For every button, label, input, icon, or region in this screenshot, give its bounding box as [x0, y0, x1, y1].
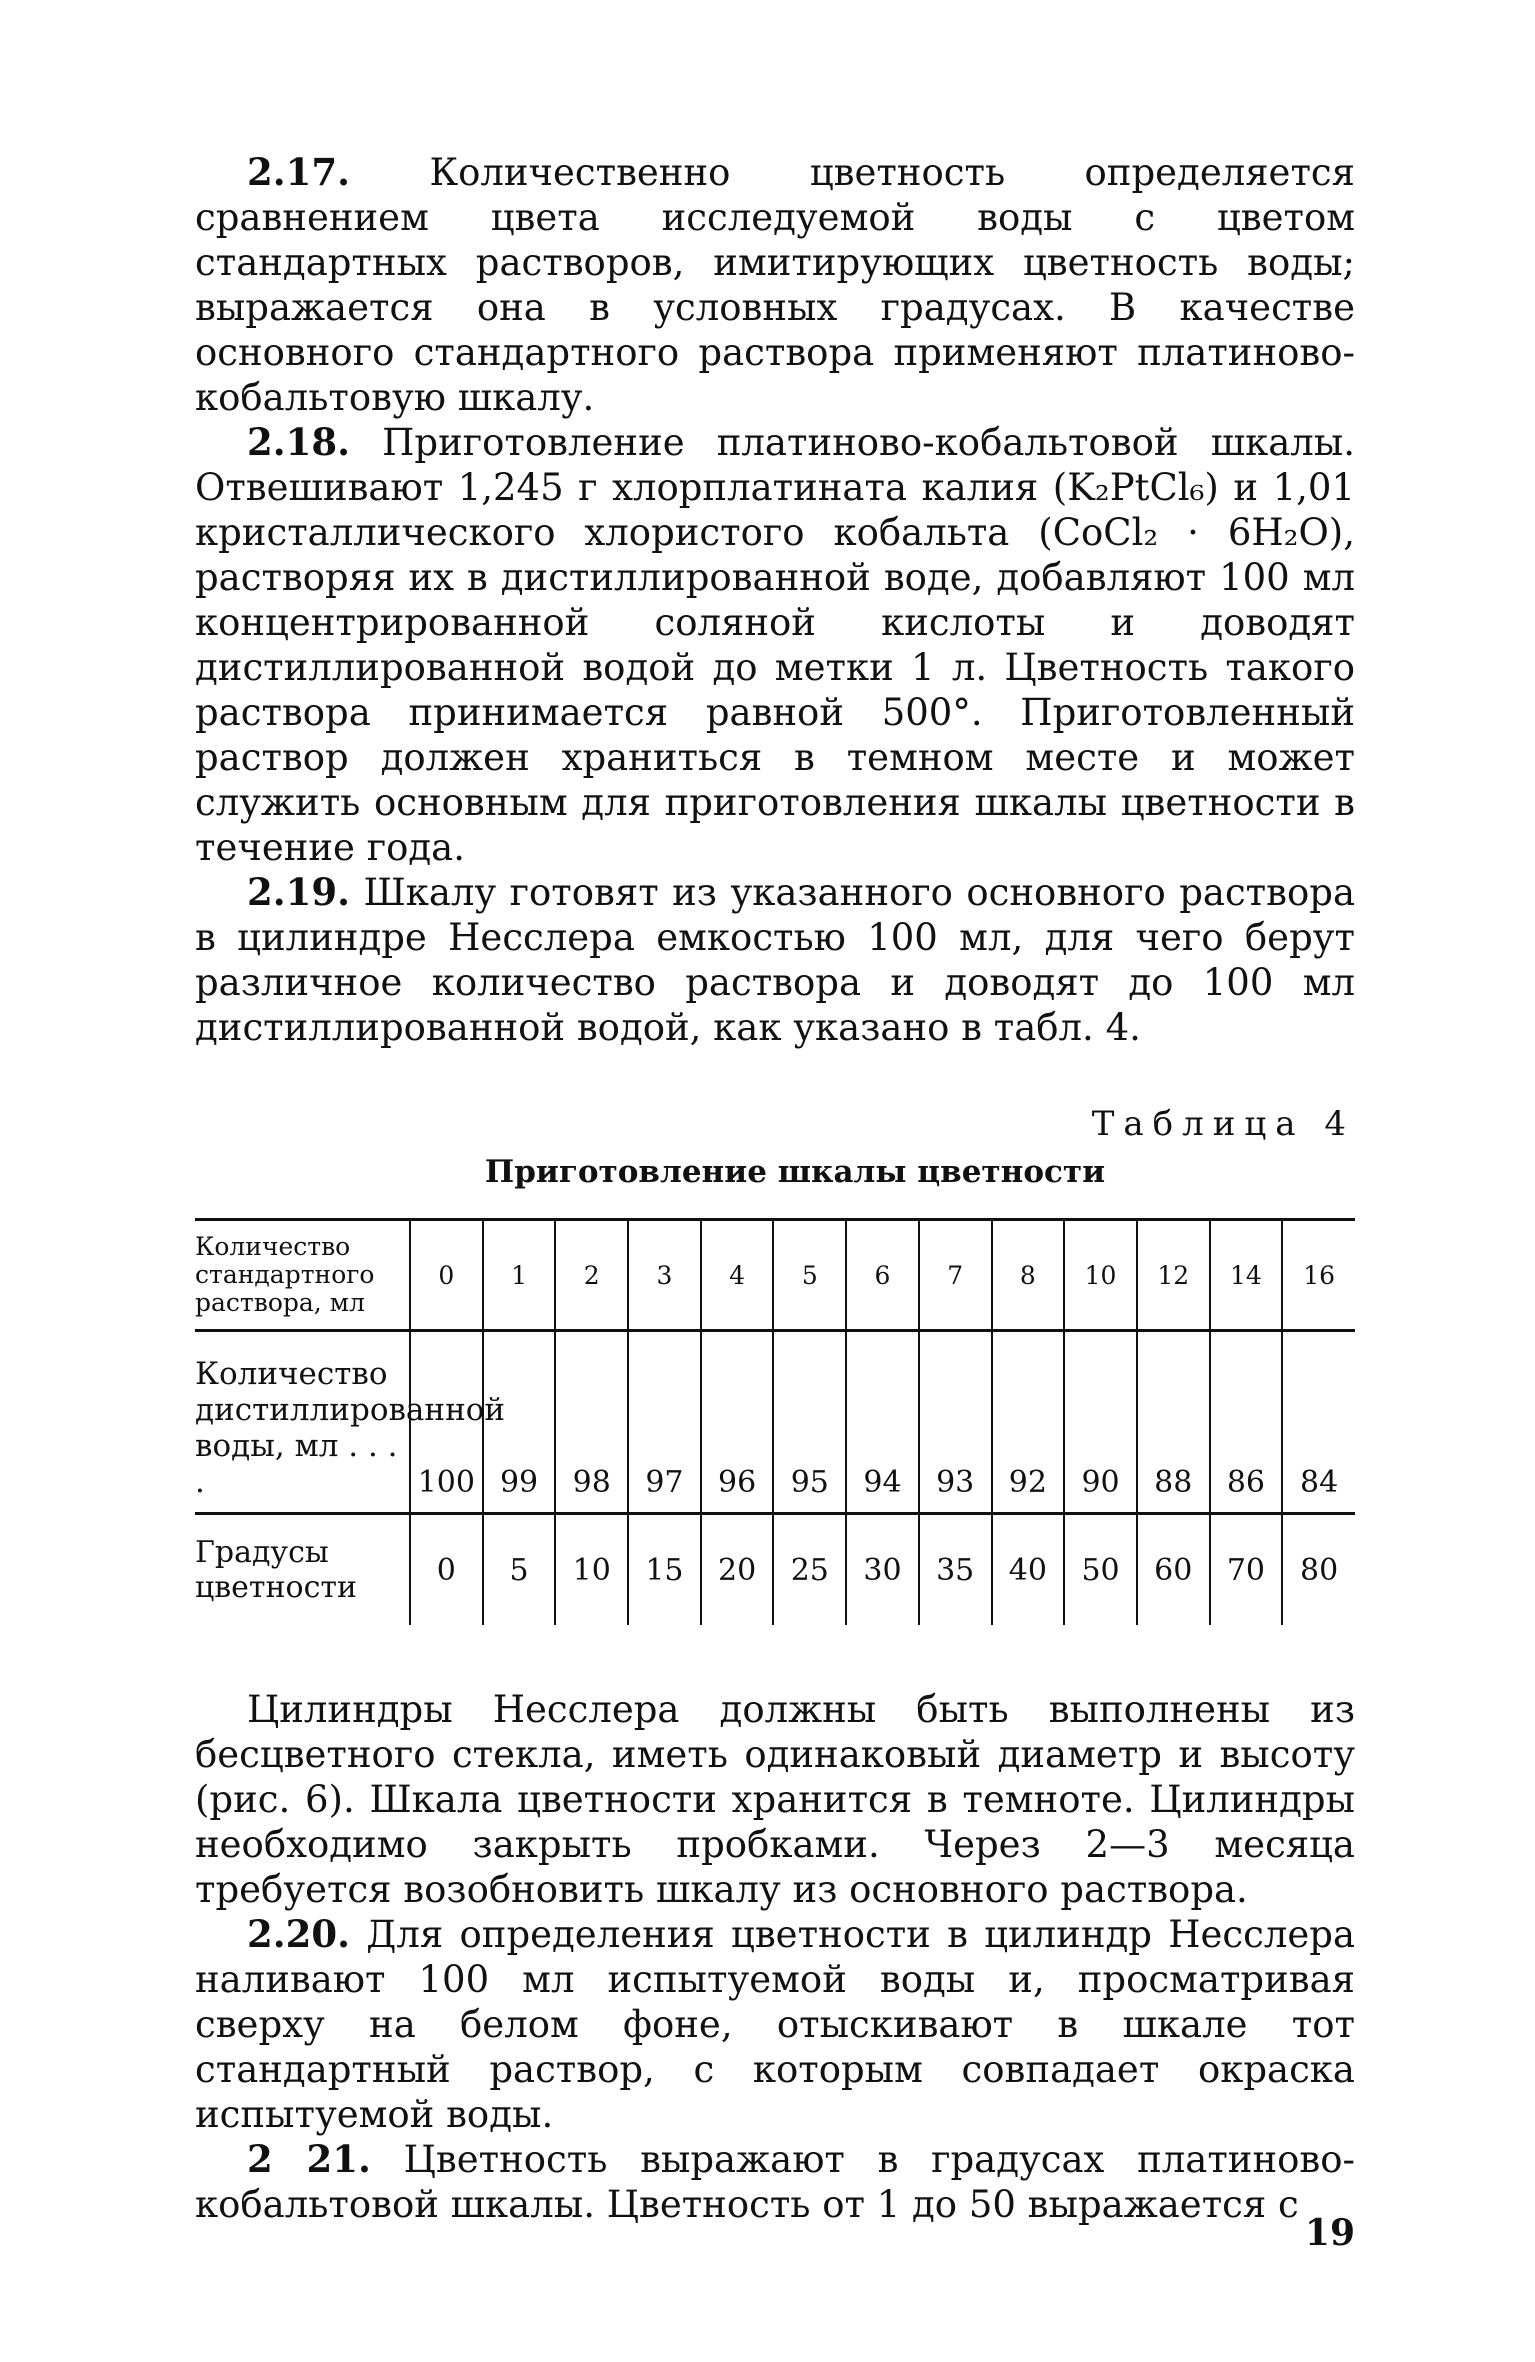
paragraph-2-18 — [195, 420, 1355, 870]
table-cell: 6 — [846, 1220, 919, 1331]
table-cell: 1 — [483, 1220, 556, 1331]
table-cell: 86 — [1210, 1331, 1283, 1514]
table-cell: 12 — [1137, 1220, 1210, 1331]
table-cell: 96 — [701, 1331, 774, 1514]
table-cell: 70 — [1210, 1514, 1283, 1626]
table-cell: 84 — [1282, 1331, 1355, 1514]
table-cell: 88 — [1137, 1331, 1210, 1514]
table-cell: 50 — [1064, 1514, 1137, 1626]
table-cell: 95 — [773, 1331, 846, 1514]
paragraph-number: 2 21. — [247, 2137, 371, 2181]
paragraph-2-20 — [195, 1912, 1355, 2137]
page-number: 19 — [1304, 2212, 1355, 2254]
table-cell: 10 — [1064, 1220, 1137, 1331]
paragraphs-top — [195, 150, 1355, 1050]
paragraph-number: 2.19. — [247, 870, 350, 914]
table-cell: 5 — [483, 1514, 556, 1626]
table-cell: 10 — [555, 1514, 628, 1626]
table-cell: 40 — [992, 1514, 1065, 1626]
table-cell: 35 — [919, 1514, 992, 1626]
paragraph-cylinders — [195, 1687, 1355, 1912]
paragraph-text: Приготовление платиново-кобальтовой шкалы. Отвешивают 1,245 г хлорплатината калия (K₂PtCl₆) и 1,01 кристаллического хлористого кобальта (CoCl₂ · 6H₂O), растворяя их в дистиллированной воде, добавляют 100 мл концентрированной соляной кислоты и доводят дистиллированной водой до метки 1 л. Цветность такого раствора принимается равной 500°. Приготовленный раствор должен храниться в темном месте и может служить основным для приготовления шкалы цветности в течение года. — [195, 421, 1355, 869]
paragraph-number: 2.18. — [247, 420, 350, 464]
table-cell: 3 — [628, 1220, 701, 1331]
color-scale-table — [195, 1218, 1355, 1625]
paragraph-number: 2.20. — [247, 1912, 350, 1956]
table-cell: 8 — [992, 1220, 1065, 1331]
table-cell: 20 — [701, 1514, 774, 1626]
table-cell: 5 — [773, 1220, 846, 1331]
table-cell: 0 — [410, 1514, 483, 1626]
table-cell: 0 — [410, 1220, 483, 1331]
table-cell: 25 — [773, 1514, 846, 1626]
paragraph-text: Для определения цветности в цилиндр Несслера наливают 100 мл испытуемой воды и, просматривая сверху на белом фоне, отыскивают в шкале тот стандартный раствор, с которым совпадает окраска испытуемой воды. — [195, 1913, 1356, 2136]
table-cell: 99 — [483, 1331, 556, 1514]
table-cell: 14 — [1210, 1220, 1283, 1331]
distilled-water-row — [195, 1331, 1355, 1514]
table-cell: 30 — [846, 1514, 919, 1626]
table-cell: 100 — [410, 1331, 483, 1514]
table-cell: 60 — [1137, 1514, 1210, 1626]
table-cell: 7 — [919, 1220, 992, 1331]
table-cell: 2 — [555, 1220, 628, 1331]
color-degrees-row — [195, 1514, 1355, 1626]
paragraph-number: 2.17. — [247, 150, 350, 194]
table-cell: 93 — [919, 1331, 992, 1514]
row-label: Количество дистиллированной воды, мл . . . . — [195, 1356, 506, 1500]
paragraph-2-21 — [195, 2137, 1355, 2227]
table-title: Приготовление шкалы цветности — [484, 1154, 1106, 1190]
paragraph-text: Цилиндры Несслера должны быть выполнены из бесцветного стекла, иметь одинаковый диаметр и высоту (рис. 6). Шкала цветности хранится в темноте. Цилиндры необходимо закрыть пробками. Через 2—3 месяца требуется возобновить шкалу из основного раствора. — [195, 1688, 1355, 1911]
paragraphs-bottom — [195, 1687, 1355, 2227]
table-cell: 98 — [555, 1331, 628, 1514]
table-cell: 4 — [701, 1220, 774, 1331]
row-label: Количество стандартного раствора, мл — [195, 1232, 375, 1317]
table-cell: 94 — [846, 1331, 919, 1514]
table-cell: 15 — [628, 1514, 701, 1626]
paragraph-text: Цветность выражают в градусах платиново-кобальтовой шкалы. Цветность от 1 до 50 выражается с — [195, 2138, 1356, 2226]
table-cell: 80 — [1282, 1514, 1355, 1626]
paragraph-2-17 — [195, 150, 1355, 420]
paragraph-2-19 — [195, 870, 1355, 1050]
table-cell: 92 — [992, 1331, 1065, 1514]
table-cell: 97 — [628, 1331, 701, 1514]
standard-solution-row — [195, 1220, 1355, 1331]
table-cell: 90 — [1064, 1331, 1137, 1514]
page-content — [195, 150, 1355, 2227]
table-caption: Таблица 4 — [1091, 1104, 1355, 1144]
table-cell: 16 — [1282, 1220, 1355, 1331]
row-label: Градусы цветности — [195, 1535, 357, 1605]
paragraph-text: Шкалу готовят из указанного основного раствора в цилиндре Несслера емкостью 100 мл, для чего берут различное количество раствора и доводят до 100 мл дистиллированной водой, как указано в табл. 4. — [195, 871, 1356, 1049]
paragraph-text: Количественно цветность определяется сравнением цвета исследуемой воды с цветом стандартных растворов, имитирующих цветность воды; выражается она в условных градусах. В качестве основного стандартного раствора применяют платиново-кобальтовую шкалу. — [195, 151, 1355, 419]
